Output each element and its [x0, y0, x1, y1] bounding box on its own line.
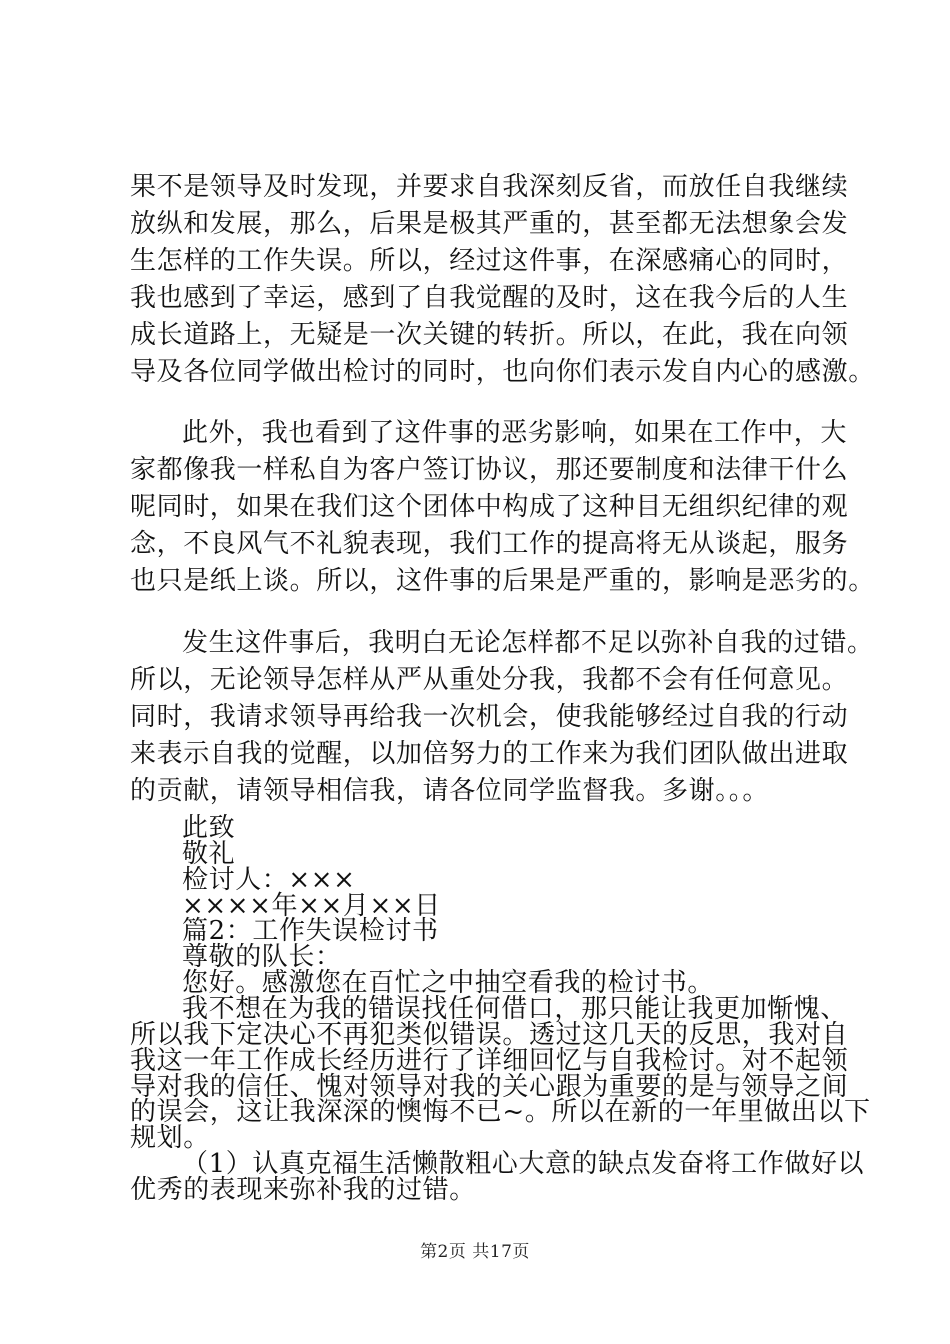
signer: 检讨人：××× [182, 865, 356, 895]
para3-line-2: 所以，无论领导怎样从严从重处分我，我都不会有任何意见。 [130, 665, 849, 695]
para1-line-4: 我也感到了幸运，感到了自我觉醒的及时，这在我今后的人生 [130, 283, 849, 313]
para2-line-3: 呢同时，如果在我们这个团体中构成了这种目无组织纪律的观 [130, 492, 849, 522]
para4-line-4: 导对我的信任、愧对领导对我的关心跟为重要的是与领导之间 [130, 1072, 849, 1102]
para5-line-1: （1）认真克福生活懒散粗心大意的缺点发奋将工作做好以 [182, 1149, 865, 1179]
greeting: 尊敬的队长： [182, 942, 342, 972]
date: ××××年××月××日 [182, 891, 441, 921]
para1-line-1: 果不是领导及时发现，并要求自我深刻反省，而放任自我继续 [130, 172, 849, 202]
para4-line-3: 我这一年工作成长经历进行了详细回忆与自我检讨。对不起领 [130, 1046, 849, 1076]
para4-line-5: 的误会，这让我深深的懊悔不已~。所以在新的一年里做出以下 [130, 1097, 871, 1127]
salutation-1: 此致 [182, 813, 236, 843]
page-number-footer: 第2页 共17页 [420, 1242, 530, 1262]
para4-line-6: 规划。 [130, 1123, 210, 1153]
para2-line-1: 此外，我也看到了这件事的恶劣影响，如果在工作中，大 [182, 418, 848, 448]
para1-line-2: 放纵和发展，那么，后果是极其严重的，甚至都无法想象会发 [130, 209, 849, 239]
salutation-2: 敬礼 [182, 839, 236, 869]
para4-line-1: 我不想在为我的错误找任何借口，那只能让我更加惭愧、 [182, 994, 848, 1024]
para3-line-5: 的贡献，请领导相信我，请各位同学监督我。多谢。。。 [130, 776, 770, 806]
para1-line-3: 生怎样的工作失误。所以，经过这件事，在深感痛心的同时， [130, 246, 849, 276]
para2-line-4: 念，不良风气不礼貌表现，我们工作的提高将无从谈起，服务 [130, 529, 849, 559]
para1-line-6: 导及各位同学做出检讨的同时，也向你们表示发自内心的感激。 [130, 357, 875, 387]
para5-line-2: 优秀的表现来弥补我的过错。 [130, 1175, 476, 1205]
para3-line-4: 来表示自我的觉醒，以加倍努力的工作来为我们团队做出进取 [130, 739, 849, 769]
para4-line-2: 所以我下定决心不再犯类似错误。透过这几天的反思，我对自 [130, 1020, 849, 1050]
para2-line-5: 也只是纸上谈。所以，这件事的后果是严重的，影响是恶劣的。 [130, 566, 875, 596]
hello-line: 您好。感激您在百忙之中抽空看我的检讨书。 [182, 968, 715, 998]
para1-line-5: 成长道路上，无疑是一次关键的转折。所以，在此，我在向领 [130, 320, 849, 350]
para2-line-2: 家都像我一样私自为客户签订协议，那还要制度和法律干什么 [130, 455, 849, 485]
para3-line-3: 同时，我请求领导再给我一次机会，使我能够经过自我的行动 [130, 702, 849, 732]
section-title: 篇2：工作失误检讨书 [182, 916, 439, 946]
para3-line-1: 发生这件事后，我明白无论怎样都不足以弥补自我的过错。 [182, 628, 874, 658]
